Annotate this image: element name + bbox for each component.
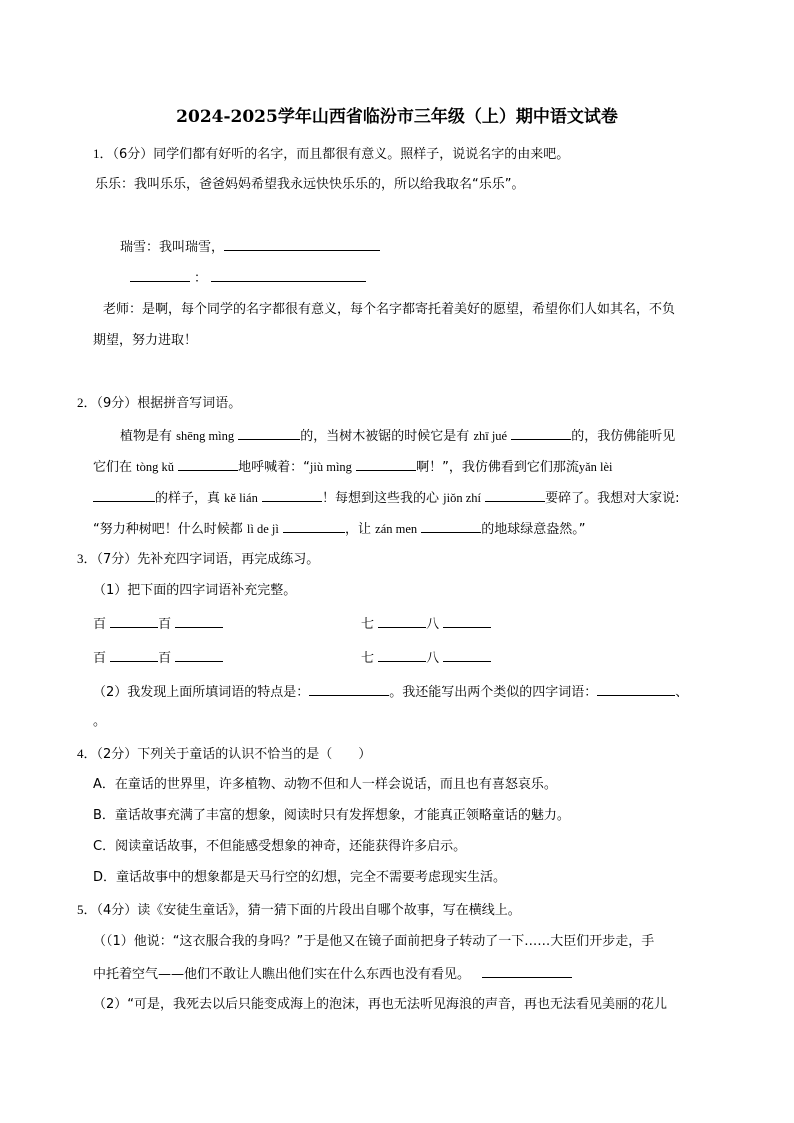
question-3-sub-2-end: 。 [93, 714, 107, 729]
question-score: （6分） [112, 147, 154, 162]
idiom-row-2-left: 百 百 [93, 648, 223, 668]
question-2-line-2: 它们在 tòng kǔ 地呼喊着：“jiù mìng 啊！”，我仿佛看到它们那流yǎn lèi [93, 457, 613, 477]
question-text: 读《安徒生童话》，猜一猜下面的片段出自哪个故事，写在横线上。 [137, 903, 521, 918]
pinyin: yǎn lèi [578, 460, 613, 474]
question-number: 1． [93, 146, 113, 161]
answer-blank[interactable] [443, 648, 491, 662]
idiom-row-2-right: 七 八 [361, 648, 491, 668]
answer-blank[interactable] [110, 648, 158, 662]
question-number: 5． [77, 902, 97, 917]
question-score: （9分） [96, 396, 138, 411]
answer-blank[interactable] [175, 648, 223, 662]
answer-blank[interactable] [130, 268, 190, 282]
answer-blank[interactable] [178, 457, 238, 471]
ruixue-label: 瑞雪：我叫瑞雪， [120, 240, 225, 255]
answer-blank[interactable] [511, 426, 571, 440]
answer-blank[interactable] [482, 964, 572, 978]
question-5-passage-2: （2）“可是，我死去以后只能变成海上的泡沫，再也无法听见海浪的声音，再也无法看见美丽的花儿 [93, 997, 668, 1012]
question-5-stem [77, 901, 521, 920]
answer-blank[interactable] [378, 614, 426, 628]
question-2-line-3: 的样子，真 kě lián ！每想到这些我的心 jiǒn zhí 要碎了。我想对大家说: [93, 488, 680, 508]
question-1-example: 乐乐：我叫乐乐，爸爸妈妈希望我永远快快乐乐的，所以给我取名“乐乐”。 [95, 177, 525, 192]
answer-blank[interactable] [110, 614, 158, 628]
pinyin: zán men [375, 522, 418, 536]
question-2-line-1: 植物是有 shēng mìng 的，当树木被锯的时候它是有 zhī jué 的，我仿佛能听见 [120, 426, 675, 446]
pinyin: shēng mìng [176, 429, 235, 443]
question-text: 同学们都有好听的名字，而且都很有意义。照样子，说说名字的由来吧。 [153, 147, 570, 162]
pinyin: jiù mìng [309, 460, 352, 474]
answer-blank[interactable] [309, 682, 389, 696]
question-4-stem [77, 745, 371, 764]
answer-blank[interactable] [211, 268, 366, 282]
question-2-stem [77, 394, 241, 413]
answer-blank[interactable] [485, 488, 545, 502]
question-number: 4． [77, 746, 97, 761]
question-text: 根据拼音写词语。 [137, 396, 242, 411]
answer-blank[interactable] [283, 519, 345, 533]
question-score: （2分） [96, 747, 138, 762]
question-5-passage-1-line-2: 中托着空气——他们不敢让人瞧出他们实在什么东西也没有看见。 [93, 964, 572, 984]
question-3-stem [77, 550, 319, 569]
question-3-sub-2: （2）我发现上面所填词语的特点是： 。我还能写出两个类似的四字词语： 、 [93, 682, 688, 702]
answer-blank[interactable] [356, 457, 416, 471]
answer-blank[interactable] [224, 237, 380, 251]
question-1-stem [93, 145, 569, 164]
answer-blank[interactable] [443, 614, 491, 628]
question-text: 下列关于童话的认识不恰当的是（ ） [137, 747, 372, 762]
question-score: （4分） [96, 903, 138, 918]
question-3-sub-1: （1）把下面的四字词语补充完整。 [93, 583, 297, 598]
answer-blank[interactable] [175, 614, 223, 628]
pinyin: kě lián [224, 491, 258, 505]
pinyin: jiǒn zhí [443, 491, 481, 505]
pinyin: tòng kǔ [136, 460, 175, 474]
idiom-row-1-left: 百 百 [93, 614, 223, 634]
answer-blank[interactable] [262, 488, 322, 502]
answer-blank[interactable] [238, 426, 300, 440]
question-score: （7分） [96, 552, 138, 567]
question-1-teacher-line-2: 期望，努力进取！ [93, 333, 198, 348]
question-5-passage-1-line-1: （（1）他说：“这衣服合我的身吗？”于是他又在镜子面前把身子转动了一下……大臣们开步走，手 [93, 934, 655, 949]
question-1-ruixue-line [120, 237, 380, 257]
question-1-teacher-line-1: 老师：是啊，每个同学的名字都很有意义，每个名字都寄托着美好的愿望，希望你们人如其名，不负 [103, 302, 676, 317]
option-d[interactable]: D．童话故事中的想象都是天马行空的幻想，完全不需要考虑现实生活。 [93, 870, 507, 885]
question-number: 2． [77, 395, 97, 410]
question-2-line-4: “努力种树吧！什么时候都 lì de jì ，让 zán men 的地球绿意盎然。” [93, 519, 586, 539]
option-b[interactable]: B．童话故事充满了丰富的想象，阅读时只有发挥想象，才能真正领略童话的魅力。 [93, 808, 570, 823]
answer-blank[interactable] [421, 519, 481, 533]
option-c[interactable]: C．阅读童话故事，不但能感受想象的神奇，还能获得许多启示。 [93, 839, 467, 854]
question-number: 3． [77, 551, 97, 566]
option-a[interactable]: A．在童话的世界里，许多植物、动物不但和人一样会说话，而且也有喜怒哀乐。 [93, 777, 557, 792]
question-1-own-name-line: ： [130, 268, 366, 288]
answer-blank[interactable] [378, 648, 426, 662]
answer-blank[interactable] [93, 488, 155, 502]
idiom-row-1-right: 七 八 [361, 614, 491, 634]
pinyin: zhī jué [473, 429, 508, 443]
exam-title: 2024-2025学年山西省临汾市三年级（上）期中语文试卷 [176, 107, 618, 127]
pinyin: lì de jì [246, 522, 279, 536]
answer-blank[interactable] [597, 682, 675, 696]
question-text: 先补充四字词语，再完成练习。 [137, 552, 320, 567]
